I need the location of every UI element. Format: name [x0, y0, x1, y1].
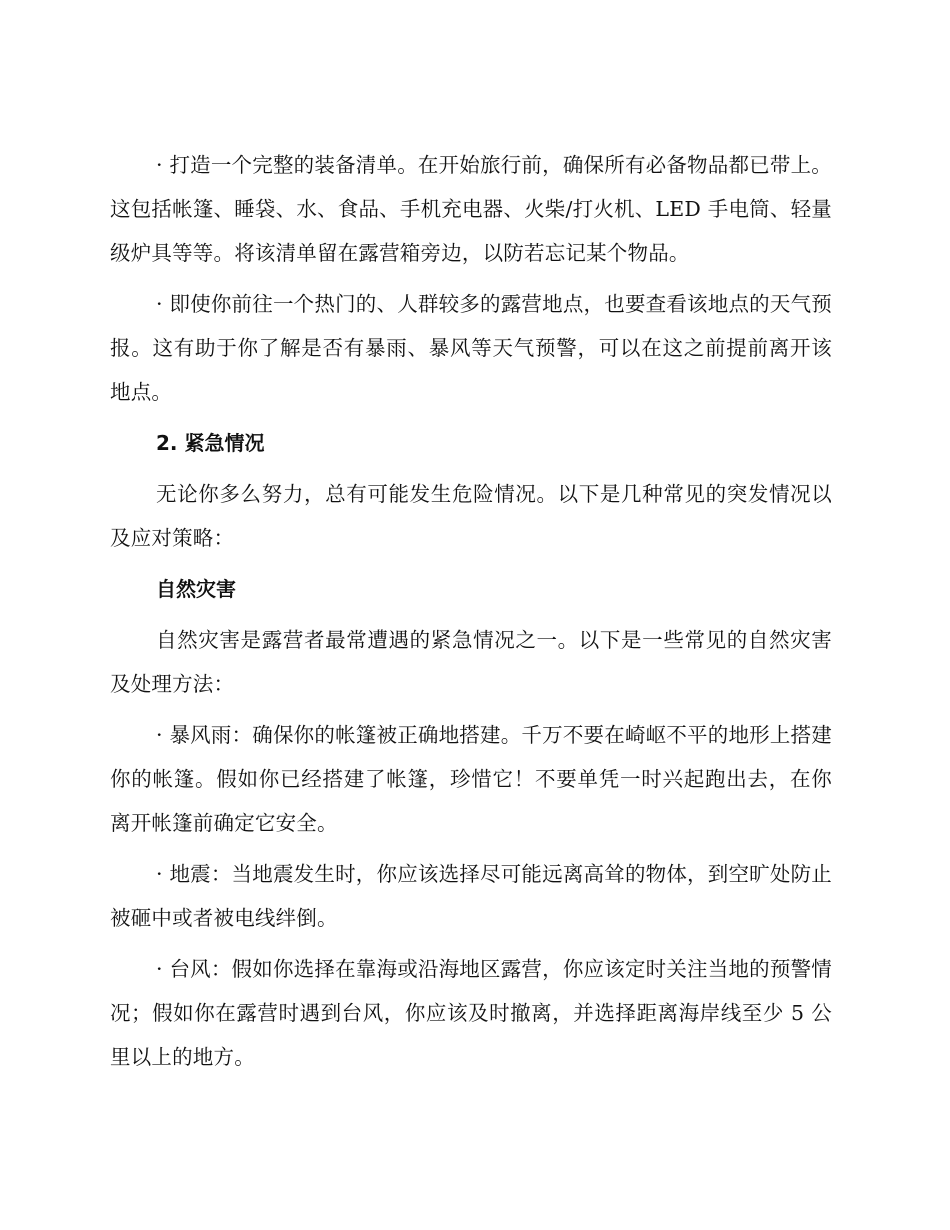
subheading-natural-disasters: 自然灾害 — [156, 577, 236, 601]
section-heading-emergency: 2. 紧急情况 — [156, 431, 265, 455]
paragraph-emergency-intro: 无论你多么努力，总有可能发生危险情况。以下是几种常见的突发情况以及应对策略： — [110, 482, 832, 550]
paragraph-natural-disasters-intro: 自然灾害是露营者最常遭遇的紧急情况之一。以下是一些常见的自然灾害及处理方法： — [110, 628, 832, 696]
paragraph-weather-forecast: · 即使你前往一个热门的、人群较多的露营地点，也要查看该地点的天气预报。这有助于你了解是否有暴雨、暴风等天气预警，可以在这之前提前离开该地点。 — [110, 292, 832, 404]
document-page — [110, 143, 832, 1079]
paragraph-gear-checklist: · 打造一个完整的装备清单。在开始旅行前，确保所有必备物品都已带上。这包括帐篷、睡袋、水、食品、手机充电器、火柴/打火机、LED 手电筒、轻量级炉具等等。将该清单留在露营箱旁边，以防若忘记某个物品。 — [110, 153, 832, 265]
paragraph-typhoon: · 台风：假如你选择在靠海或沿海地区露营，你应该定时关注当地的预警情况；假如你在露营时遇到台风，你应该及时撤离，并选择距离海岸线至少 5 公里以上的地方。 — [110, 957, 832, 1069]
paragraph-storm: · 暴风雨：确保你的帐篷被正确地搭建。千万不要在崎岖不平的地形上搭建你的帐篷。假如你已经搭建了帐篷，珍惜它！不要单凭一时兴起跑出去，在你离开帐篷前确定它安全。 — [110, 723, 832, 835]
paragraph-earthquake: · 地震：当地震发生时，你应该选择尽可能远离高耸的物体，到空旷处防止被砸中或者被电线绊倒。 — [110, 862, 832, 930]
